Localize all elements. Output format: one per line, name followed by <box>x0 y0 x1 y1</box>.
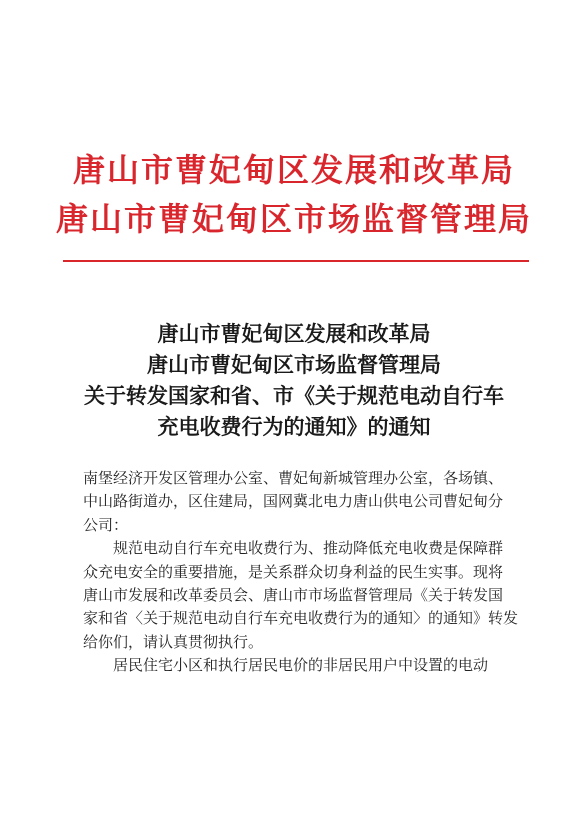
letterhead <box>0 146 588 244</box>
paragraph1-line-5: 给你们，请认真贯彻执行。 <box>83 632 264 651</box>
recipients-line-3: 公司： <box>83 515 129 534</box>
red-divider <box>63 260 529 262</box>
paragraph1-line-3: 唐山市发展和改革委员会、唐山市市场监督管理局《关于转发国 <box>83 585 504 604</box>
recipients-line-2: 中山路街道办，区住建局，国网冀北电力唐山供电公司曹妃甸分 <box>83 492 504 511</box>
document-body <box>83 467 523 678</box>
paragraph1-line-4: 家和省〈关于规范电动自行车充电收费行为的通知〉的通知》转发 <box>83 609 519 628</box>
letterhead-line-1: 唐山市曹妃甸区发展和改革局 <box>72 151 515 189</box>
title-line-3: 关于转发国家和省、市《关于规范电动自行车 <box>84 383 504 408</box>
title-line-4: 充电收费行为的通知》的通知 <box>157 414 431 439</box>
paragraph2-line-1: 居民住宅小区和执行居民电价的非居民用户中设置的电动 <box>113 656 489 675</box>
letterhead-line-2: 唐山市曹妃甸区市场监督管理局 <box>55 200 532 238</box>
title-line-1: 唐山市曹妃甸区发展和改革局 <box>157 321 431 346</box>
document-title <box>0 318 588 442</box>
title-line-2: 唐山市曹妃甸区市场监督管理局 <box>147 352 441 377</box>
recipients-line-1: 南堡经济开发区管理办公室、曹妃甸新城管理办公室，各场镇、 <box>83 469 504 487</box>
paragraph1-line-1: 规范电动自行车充电收费行为、推动降低充电收费是保障群 <box>113 539 504 558</box>
paragraph1-line-2: 众充电安全的重要措施，是关系群众切身利益的民生实事。现将 <box>83 562 504 581</box>
